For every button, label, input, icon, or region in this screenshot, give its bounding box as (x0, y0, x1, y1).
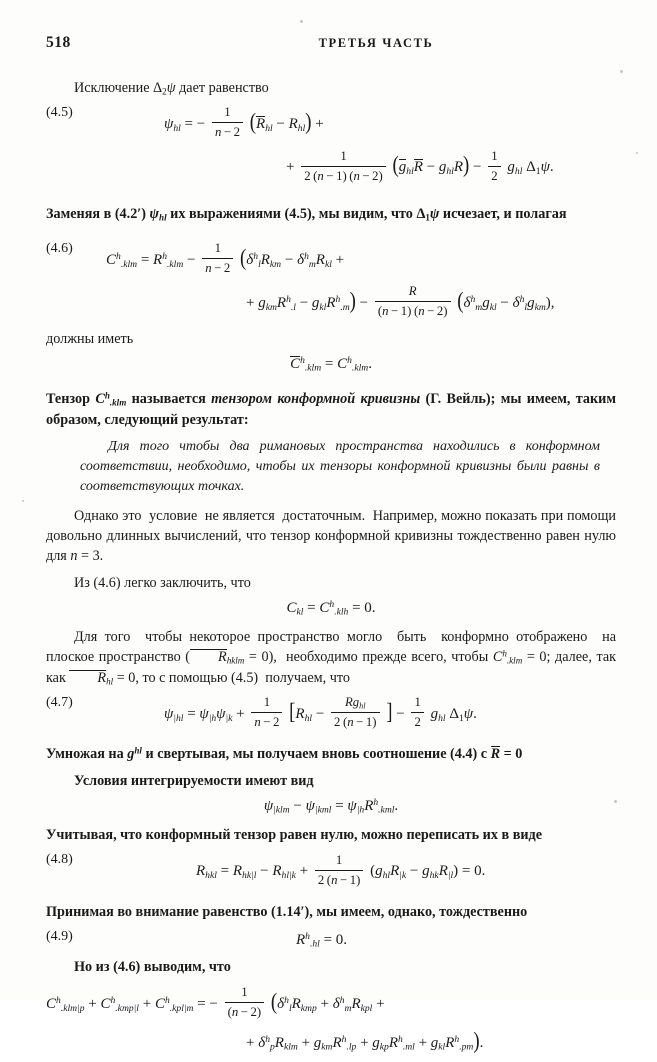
page-content (46, 34, 616, 1062)
paragraph-flat-mapping: Для того чтобы некоторое пространство могло быть конформно отображено на плоское пространство ( $R_{hklm} = 0$), необходимо прежде всего, чтобы $C^h_{.klm} = 0$; далее, так как $R_{hl} = 0$, то с помощью (4.5) получаем, что (46, 629, 617, 687)
theorem-statement: Для того чтобы два римановых пространства находились в конформном соответствии, необходимо, чтобы их тензоры конформной кривизны были равны в соответствующих точках. (80, 438, 600, 495)
equation-4-5-line1: $\psi_{hl}$ = − $\frac{1}{n - 2}$ $(R_{hl} - R_{hl})$ + (46, 105, 616, 144)
scan-speck (300, 20, 303, 23)
equation-bianchi-line2: + $\delta^h_pR_{klm} + g_{km}R^h_{.lp} + g_{kp}R^h_{.ml} + g_{kl}R^h_{.pm}$). (246, 1028, 484, 1055)
equation-4-8-body: $R_{hkl} = R_{hk|l} - R_{hl|k}$ + $\frac{1}{2 (n - 1)}$ $(g_{hl}R_{|k} - g_{hk}R_{|l}) = 0$. (46, 852, 616, 891)
paragraph-exclusion: Исключение $\Delta_2\psi$ дает равенство (74, 80, 269, 97)
equation-4-8-tag: (4.8) (46, 852, 73, 868)
equation-4-6-line2: + $g_{km}R^h_{.l} - g_{kl}R^h_{.m}$) − $\frac{R}{(n - 1) (n - 2)}$ $(\delta^h_mg_{kl} - \delta^h_lg_{km})$, (46, 284, 616, 323)
equation-c-equality: $C^h_{.klm} = C^h_{.klm}$. (290, 355, 372, 375)
paragraph-substitution: Заменяя в (4.2′) $\psi_{hl}$ их выражениями (4.5), мы видим, что $\Delta_1\psi$ исчезает, и полагая (46, 205, 567, 223)
equation-4-7-tag: (4.7) (46, 694, 73, 710)
paragraph-from-46-deduce: Но из (4.6) выводим, что (74, 959, 231, 976)
equation-4-9-body: $R^h_{.hl} = 0$. (296, 930, 348, 950)
equation-integrability: $\psi_{|klm} - \psi_{|kml} = \psi_{|h}R^h_{.kml}$. (263, 797, 399, 817)
paragraph-not-sufficient: Однако это условие не является достаточным. Например, можно показать при помощи довольно длинных вычислений, что тензор конформной кривизны тождественно равен нулю для n = 3. (46, 507, 616, 564)
equation-4-9-tag: (4.9) (46, 928, 73, 944)
running-head (46, 34, 616, 52)
equation-4-6 (46, 241, 616, 324)
equation-4-7 (46, 695, 616, 734)
paragraph-weyl-tensor: Тензор $C^h_{.klm}$ называется тензором конформной кривизны (Г. Вейль); мы имеем, таким образом, следующий результат: (46, 390, 617, 428)
equation-4-8 (46, 852, 616, 891)
equation-bianchi-line1: $C^h_{.klm|p} + C^h_{.kmp|l} + C^h_{.kpl|m}$ = − $\frac{1}{(n - 2)}$ ($\delta^h_lR_{kmp} + \delta^h_mR_{kpl}$ + (46, 985, 616, 1024)
equation-4-5-line2: + $\frac{1}{2 (n - 1) (n - 2)}$ $(g_{hl}R - g_{hl}R)$ − $\frac{1}{2}$ $g_{hl}$ $\Delta_1\psi$. (46, 148, 616, 187)
equation-4-5 (46, 105, 616, 188)
paragraph-rewrite: Учитывая, что конформный тензор равен нулю, можно переписать их в виде (46, 827, 542, 844)
scan-speck (620, 70, 623, 73)
equation-4-6-line1: $C^h_{.klm} = R^h_{.klm}$ − $\frac{1}{n - 2}$ ($\delta^h_lR_{km} - \delta^h_mR_{kl}$ + (46, 241, 616, 280)
paragraph-contraction: Умножая на $g^{hl}$ и свертывая, мы получаем вновь соотношение (4.4) с R = 0 (46, 745, 523, 763)
running-head-title: ТРЕТЬЯ ЧАСТЬ (318, 36, 434, 50)
paragraph-from-46: Из (4.6) легко заключить, что (74, 575, 251, 592)
equation-4-5-tag: (4.5) (46, 105, 73, 121)
equation-ckl: $C_{kl} = C^h_{.klh} = 0$. (286, 599, 376, 618)
paragraph-must-have: должны иметь (46, 331, 134, 348)
equation-4-6-tag: (4.6) (46, 240, 73, 256)
paragraph-identity: Принимая во внимание равенство (1.14′), мы имеем, однако, тождественно (46, 903, 528, 920)
scan-speck (636, 152, 638, 154)
paragraph-integrability: Условия интегрируемости имеют вид (74, 773, 314, 790)
page-number: 518 (46, 34, 71, 51)
equation-4-7-body: $\psi_{|hl} = \psi_{|h}\psi_{|k}$ + $\frac{1}{n - 2}$ [$R_{hl}$ − $\frac{Rg_{hl}}{2 (n - 1)}$ ] − $\frac{1}{2}$ $g_{hl}$ $\Delta_1\psi$. (46, 695, 616, 734)
equation-4-9 (46, 929, 616, 952)
equation-bianchi (46, 985, 616, 1056)
scan-speck (22, 500, 24, 502)
